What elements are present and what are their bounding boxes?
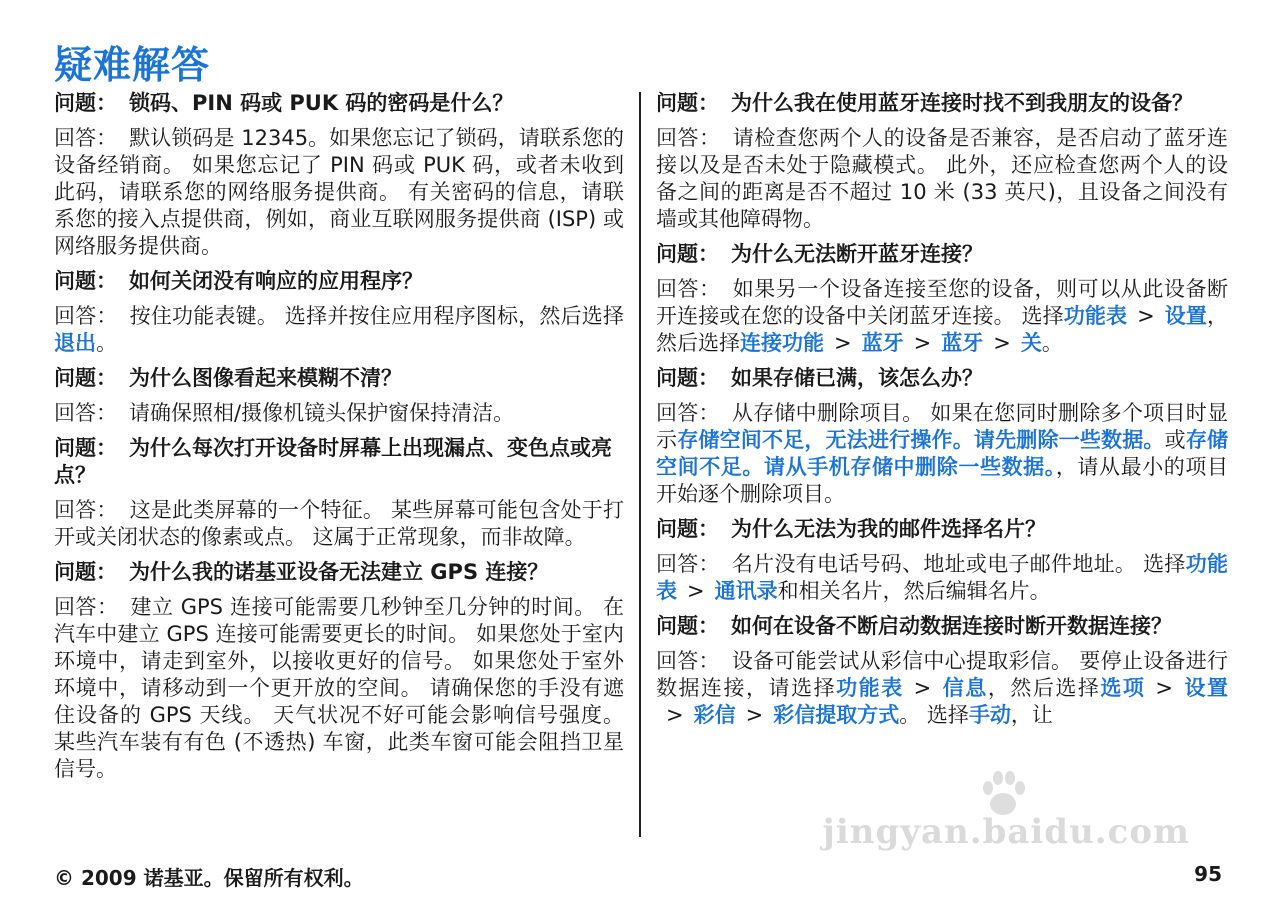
question-text: 为什么我的诺基亚设备无法建立 GPS 连接？ bbox=[129, 560, 549, 584]
question-pixels bbox=[54, 435, 624, 489]
answer-gps bbox=[54, 594, 624, 783]
memory-msg-1: 存储空间不足，无法进行操作。请先删除一些数据。 bbox=[677, 428, 1165, 452]
answer-pin bbox=[54, 125, 624, 260]
column-divider bbox=[639, 92, 641, 837]
contacts-link[interactable]: 通讯录 bbox=[714, 579, 778, 603]
answer-text: 建立 GPS 连接可能需要几秒钟至几分钟的时间。 在汽车中建立 GPS 连接可能需要更长的时间。 如果您处于室内环境中，请走到室外，以接收更好的信号。 如果您处于室外环境中，请移动到一个更开放的空间。 请确保您的手没有遮住设备的 GPS 天线。 天气状况不好可能会影响信号强度。 某些汽车装有有色 (不透热) 车窗，此类车窗可能会阻挡卫星信号。 bbox=[54, 595, 625, 781]
bluetooth-link[interactable]: 蓝牙 bbox=[861, 331, 904, 355]
a-label: 回答： bbox=[54, 126, 118, 150]
exit-link[interactable]: 退出 bbox=[54, 331, 96, 355]
question-data-connection bbox=[656, 613, 1228, 640]
page-title: 疑难解答 bbox=[54, 43, 211, 87]
answer-text: ，请从最小的项目开始逐个删除项目。 bbox=[656, 455, 1229, 506]
q-label: 问题： bbox=[54, 560, 117, 584]
manual-link[interactable]: 手动 bbox=[968, 703, 1011, 727]
path-separator: > bbox=[687, 579, 705, 603]
answer-bluetooth-off bbox=[656, 276, 1228, 357]
watermark-text: jingyan.baidu.com bbox=[822, 812, 1190, 852]
path-separator: > bbox=[993, 331, 1011, 355]
answer-text: ，让 bbox=[1010, 703, 1053, 727]
answer-memory-full bbox=[656, 400, 1228, 508]
answer-text: 按住功能表键。 选择并按住应用程序图标，然后选择 bbox=[129, 304, 624, 328]
path-separator: > bbox=[913, 331, 932, 355]
question-business-card bbox=[656, 516, 1228, 543]
footer-copyright: © 2009 诺基亚。保留所有权利。 bbox=[54, 866, 364, 890]
question-text: 如何在设备不断启动数据连接时断开数据连接？ bbox=[731, 614, 1172, 638]
question-blurry bbox=[54, 365, 624, 392]
page-number: 95 bbox=[1194, 862, 1222, 886]
mms-retrieval-link[interactable]: 彩信提取方式 bbox=[773, 703, 900, 727]
answer-text: 这是此类屏幕的一个特征。 某些屏幕可能包含处于打开或关闭状态的像素或点。 这属于正常现象，而非故障。 bbox=[54, 498, 624, 549]
answer-data-connection bbox=[656, 648, 1228, 729]
a-label: 回答： bbox=[656, 126, 721, 150]
answer-close-app bbox=[54, 303, 624, 357]
answer-bluetooth bbox=[656, 125, 1228, 233]
path-separator: > bbox=[1155, 676, 1174, 700]
path-separator: > bbox=[913, 676, 932, 700]
q-label: 问题： bbox=[656, 91, 719, 115]
bluetooth-link[interactable]: 蓝牙 bbox=[941, 331, 984, 355]
answer-text: 和相关名片，然后编辑名片。 bbox=[777, 579, 1051, 603]
answer-business-card bbox=[656, 551, 1228, 605]
q-label: 问题： bbox=[54, 366, 117, 390]
a-label: 回答： bbox=[656, 649, 720, 673]
path-separator: > bbox=[666, 703, 684, 727]
a-label: 回答： bbox=[54, 595, 119, 619]
question-bluetooth-off bbox=[656, 241, 1228, 268]
right-column bbox=[656, 90, 1228, 737]
q-label: 问题： bbox=[54, 436, 117, 460]
menu-link[interactable]: 功能表 bbox=[1063, 304, 1128, 328]
left-column bbox=[54, 90, 624, 791]
question-pin bbox=[54, 90, 624, 117]
options-link[interactable]: 选项 bbox=[1100, 676, 1146, 700]
answer-text: ，然后选择 bbox=[987, 676, 1101, 700]
path-separator: > bbox=[834, 331, 852, 355]
answer-blurry bbox=[54, 400, 624, 427]
a-label: 回答： bbox=[656, 277, 721, 301]
menu-link[interactable]: 功能表 bbox=[656, 552, 1228, 603]
settings-link[interactable]: 设置 bbox=[1164, 304, 1207, 328]
memory-msg-2: 存储空间不足。请从手机存储中删除一些数据。 bbox=[656, 428, 1229, 479]
question-text: 如果存储已满，该怎么办？ bbox=[731, 366, 983, 390]
question-text: 为什么无法为我的邮件选择名片？ bbox=[731, 517, 1046, 541]
answer-text: 如果另一个设备连接至您的设备，则可以从此设备断开连接或在您的设备中关闭蓝牙连接。 选择 bbox=[656, 277, 1229, 328]
q-label: 问题： bbox=[656, 517, 719, 541]
question-text: 锁码、PIN 码或 PUK 码的密码是什么？ bbox=[129, 91, 514, 115]
question-text: 为什么每次打开设备时屏幕上出现漏点、变色点或亮点？ bbox=[54, 436, 612, 487]
off-link[interactable]: 关 bbox=[1020, 331, 1042, 355]
answer-text: 从存储中删除项目。 如果在您同时删除多个项目时显示 bbox=[656, 401, 1228, 452]
answer-text: ，然后选择 bbox=[656, 304, 1228, 355]
answer-text: 。 选择 bbox=[899, 703, 969, 727]
answer-text: 设备可能尝试从彩信中心提取彩信。 要停止设备进行数据连接，请选择 bbox=[656, 649, 1228, 700]
question-gps bbox=[54, 559, 624, 586]
a-label: 回答： bbox=[54, 401, 117, 425]
q-label: 问题： bbox=[54, 269, 117, 293]
answer-text: 名片没有电话号码、地址或电子邮件地址。 选择 bbox=[731, 552, 1186, 576]
connectivity-link[interactable]: 连接功能 bbox=[740, 331, 824, 355]
a-label: 回答： bbox=[54, 304, 118, 328]
answer-text: 请检查您两个人的设备是否兼容，是否启动了蓝牙连接以及是否未处于隐藏模式。 此外，还应检查您两个人的设备之间的距离是否不超过 10 米 (33 英尺)，且设备之间没有墙或其他障碍物。 bbox=[656, 126, 1229, 231]
question-bluetooth bbox=[656, 90, 1228, 117]
answer-text: 。 bbox=[1041, 331, 1063, 355]
a-label: 回答： bbox=[54, 498, 118, 522]
q-label: 问题： bbox=[54, 91, 117, 115]
mms-link[interactable]: 彩信 bbox=[693, 703, 736, 727]
answer-text: 。 bbox=[96, 331, 117, 355]
q-label: 问题： bbox=[656, 366, 719, 390]
path-separator: > bbox=[745, 703, 764, 727]
path-separator: > bbox=[1137, 304, 1155, 328]
question-memory-full bbox=[656, 365, 1228, 392]
question-text: 如何关闭没有响应的应用程序？ bbox=[129, 269, 423, 293]
question-text: 为什么图像看起来模糊不清？ bbox=[129, 366, 402, 390]
question-text: 为什么无法断开蓝牙连接？ bbox=[731, 242, 983, 266]
settings-link[interactable]: 设置 bbox=[1183, 676, 1229, 700]
answer-pixels bbox=[54, 497, 624, 551]
q-label: 问题： bbox=[656, 242, 719, 266]
answer-text: 默认锁码是 12345。如果您忘记了锁码，请联系您的设备经销商。 如果您忘记了 PIN 码或 PUK 码，或者未收到此码，请联系您的网络服务提供商。 有关密码的信息，请联系您的接入点提供商，例如，商业互联网服务提供商 (ISP) 或网络服务提供商。 bbox=[54, 126, 625, 258]
menu-link[interactable]: 功能表 bbox=[836, 676, 904, 700]
answer-text: 或 bbox=[1164, 428, 1186, 452]
question-close-app bbox=[54, 268, 624, 295]
a-label: 回答： bbox=[656, 552, 720, 576]
question-text: 为什么我在使用蓝牙连接时找不到我朋友的设备？ bbox=[731, 91, 1193, 115]
a-label: 回答： bbox=[656, 401, 720, 425]
messaging-link[interactable]: 信息 bbox=[941, 676, 988, 700]
answer-text: 请确保照相/摄像机镜头保护窗保持清洁。 bbox=[129, 401, 515, 425]
q-label: 问题： bbox=[656, 614, 719, 638]
